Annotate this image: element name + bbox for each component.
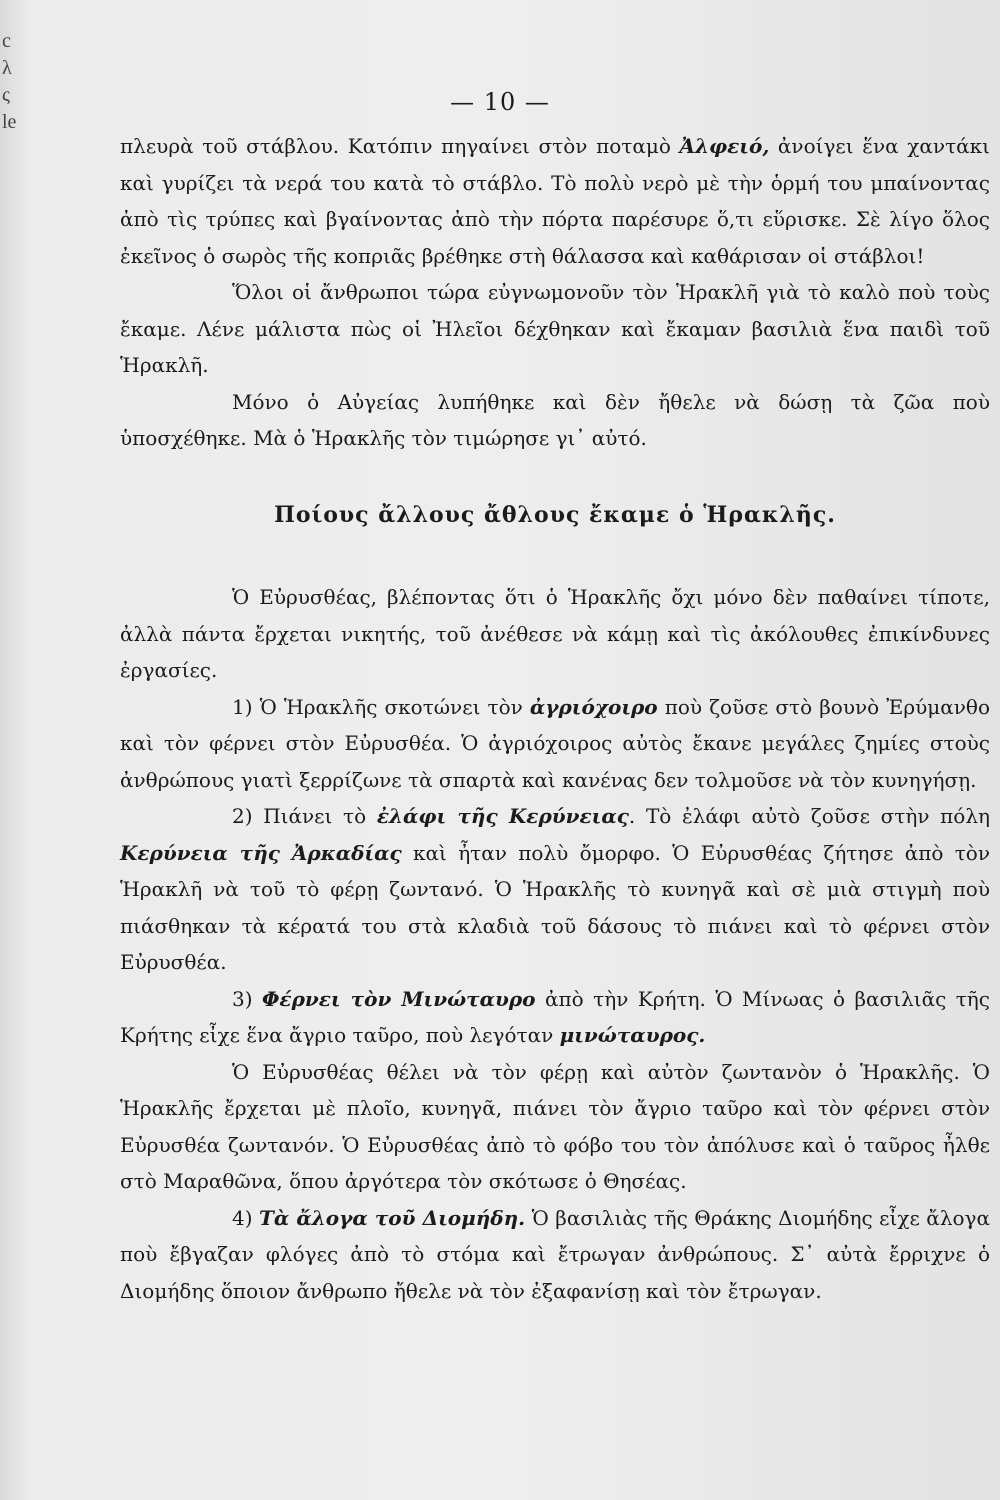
emphasis-horses: Τὰ ἄλογα τοῦ Διομήδη.: [259, 1205, 526, 1230]
text-run: ἀπὸ τὴν Κρήτη. Ὁ Μίνωας ὁ βασιλιᾶς τῆς Κρήτης εἶχε ἕνα ἄγριο ταῦρο, ποὺ λεγόταν: [120, 986, 990, 1047]
page-number: — 10 —: [450, 88, 550, 116]
section-heading: Ποίους ἄλλους ἄθλους ἔκαμε ὁ Ἡρακλῆς.: [274, 501, 836, 528]
margin-note: le: [2, 111, 17, 133]
text-run: 3): [232, 986, 262, 1011]
text-run: 4): [232, 1205, 260, 1230]
paragraph-labour-1: [120, 689, 990, 799]
paragraph-augeas: Μόνο ὁ Αὐγείας λυπήθηκε καὶ δὲν ἤθελε νὰ δώσῃ τὰ ζῶα ποὺ ὑποσχέθηκε. Μὰ ὁ Ἡρακλῆς τὸν τιμώρησε γι᾽ αὐτό.: [120, 389, 990, 450]
text-run: . Τὸ ἐλάφι αὐτὸ ζοῦσε στὴν πόλη: [628, 804, 991, 828]
emphasis-minotaur: Φέρνει τὸν Μινώταυρο: [262, 986, 536, 1011]
margin-note: λ: [2, 57, 12, 79]
emphasis-boar: ἀγριόχοιρο: [529, 694, 658, 719]
emphasis-deer: ἐλάφι τῆς Κερύνειας: [376, 804, 629, 828]
paragraph-labour-4: [120, 1200, 990, 1310]
text-run: Ὁ βασιλιὰς τῆς Θράκης Διομήδης εἶχε ἄλογα ποὺ ἔβγαζαν φλόγες ἀπὸ τὸ στόμα καὶ ἔτρωγαν ἀνθρώπους. Σ᾽ αὐτὰ ἔρριχνε ὁ Διομήδης ὅποιον ἄνθρωπο ἤθελε νὰ τὸν ἐξαφανίσῃ καὶ τὸν ἔτρωγαν.: [120, 1205, 990, 1303]
paragraph-bull: Ὁ Εὐρυσθέας θέλει νὰ τὸν φέρῃ καὶ αὐτὸν ζωντανὸν ὁ Ἡρακλῆς. Ὁ Ἡρακλῆς ἔρχεται μὲ πλοῖο, κυνηγᾶ, πιάνει τὸν ἄγριο ταῦρο καὶ τὸν φέρνει στὸν Εὐρυσθέα ζωντανόν. Ὁ Εὐρυσθέας ἀπὸ τὸ φόβο του τὸν ἀπόλυσε καὶ ὁ ταῦρος ἦλθε στὸ Μαραθῶνα, ὅπου ἀργότερα τὸν σκότωσε ὁ Θησέας.: [120, 1059, 990, 1193]
paragraph-gratitude: Ὅλοι οἱ ἄνθρωποι τώρα εὐγνωμονοῦν τὸν Ἡρακλῆ γιὰ τὸ καλὸ ποὺ τοὺς ἔκαμε. Λένε μάλιστα πὼς οἱ Ἠλεῖοι δέχθηκαν καὶ ἔκαμαν βασιλιὰ ἕνα παιδὶ τοῦ Ἡρακλῆ.: [120, 280, 990, 377]
text-run: ποὺ ζοῦσε στὸ βουνὸ Ἐρύμανθο καὶ τὸν φέρνει στὸν Εὐρυσθέα. Ὁ ἀγριόχοιρος αὐτὸς ἔκανε μεγάλες ζημίες στοὺς ἀνθρώπους γιατὶ ξερρίζωνε τὰ σπαρτὰ καὶ κανένας δεν τολμοῦσε νὰ τὸν κυνηγήσῃ.: [120, 694, 990, 792]
paragraph-labour-2: [120, 798, 990, 981]
emphasis-keryneia: Κερύνεια τῆς Ἀρκαδίας: [120, 840, 402, 865]
margin-note: c: [2, 30, 11, 52]
text-run: ἀνοίγει ἕνα χαντάκι καὶ γυρίζει τὰ νερά του κατὰ τὸ στάβλο. Τὸ πολὺ νερὸ μὲ τὴν ὁρμή του μπαίνοντας ἀπὸ τὶς τρύπες καὶ βγαίνοντας ἀπὸ τὴν πόρτα παρέσυρε ὅ,τι εὕρισκε. Σὲ λίγο ὅλος ἐκεῖνος ὁ σωρὸς τῆς κοπριᾶς βρέθηκε στὴ θάλασσα καὶ καθάρισαν οἱ στάβλοι!: [120, 134, 990, 268]
paragraph-stables: [120, 128, 990, 274]
paragraph-labour-3: [120, 981, 990, 1054]
text-run: 2) Πιάνει τὸ: [232, 804, 377, 828]
text-run: καὶ ἦταν πολὺ ὄμορφο. Ὁ Εὐρυσθέας ζήτησε ἀπὸ τὸν Ἡρακλῆ νὰ τοῦ τὸ φέρῃ ζωντανό. Ὁ Ἡρακλῆς τὸ κυνηγᾶ καὶ σὲ μιὰ στιγμὴ ποὺ πιάσθηκαν τὰ κέρατά του στὰ κλαδιὰ τοῦ δάσους τὸ πιάνει καὶ τὸ φέρνει στὸν Εὐρυσθέα.: [120, 840, 990, 974]
paragraph-eurystheus: Ὁ Εὐρυσθέας, βλέποντας ὅτι ὁ Ἡρακλῆς ὄχι μόνο δὲν παθαίνει τίποτε, ἀλλὰ πάντα ἔρχεται νικητής, τοῦ ἀνέθεσε νὰ κάμῃ καὶ τὶς ἀκόλουθες ἐπικίνδυνες ἐργασίες.: [120, 585, 990, 682]
margin-handwriting: [2, 28, 18, 136]
emphasis-minotaur-name: μινώταυρος.: [559, 1023, 706, 1047]
emphasis-alpheus: Ἀλφειό,: [679, 134, 770, 158]
text-run: 1) Ὁ Ἡρακλῆς σκοτώνει τὸν: [232, 694, 530, 719]
text-run: πλευρὰ τοῦ στάβλου. Κατόπιν πηγαίνει στὸν ποταμὸ: [120, 134, 680, 158]
body-text: [120, 128, 990, 1309]
margin-note: ς: [2, 84, 10, 106]
